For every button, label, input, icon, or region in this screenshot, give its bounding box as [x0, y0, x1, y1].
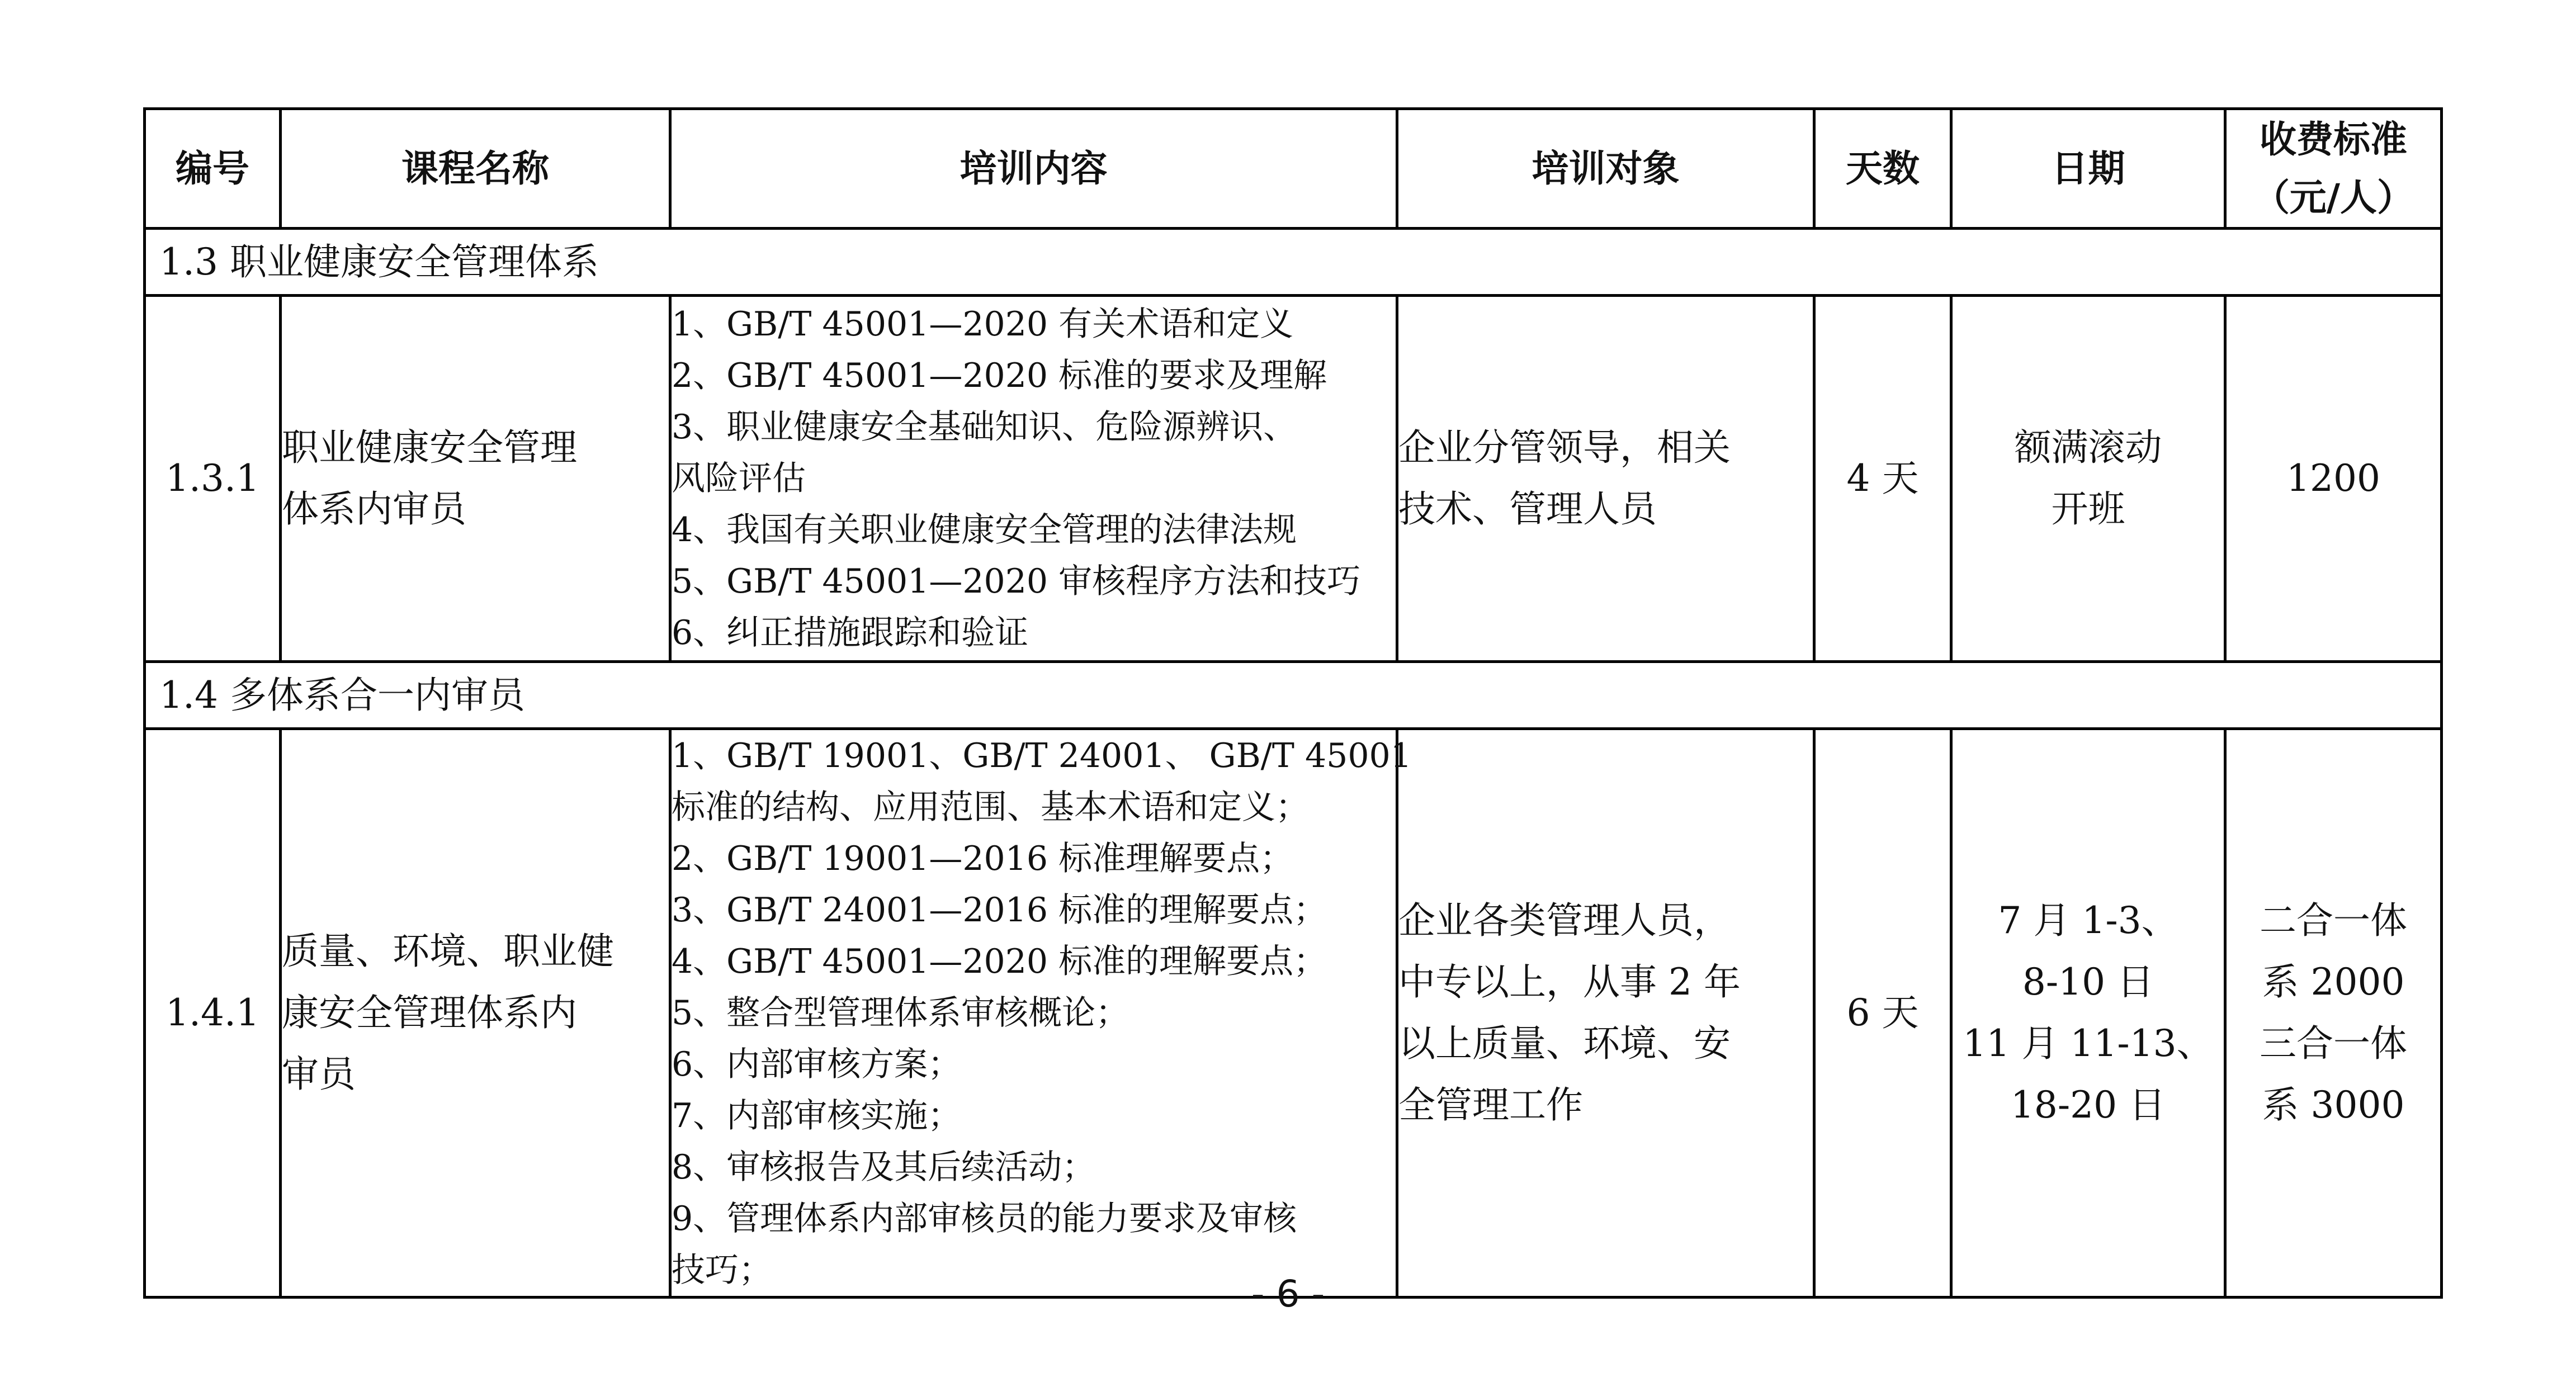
content-line: 6、内部审核方案； — [672, 1045, 962, 1084]
training-fee: 二合一体 系 2000 三合一体 系 3000 — [2225, 729, 2442, 1298]
content-line: 技巧； — [672, 1251, 772, 1290]
training-audience: 企业分管领导，相关 技术、管理人员 — [1397, 296, 1814, 662]
section-title: 1.3 职业健康安全管理体系 — [145, 229, 2442, 296]
header-date: 日期 — [1951, 109, 2225, 229]
content-line: 4、我国有关职业健康安全管理的法律法规 — [672, 510, 1297, 550]
course-id: 1.4.1 — [145, 729, 281, 1298]
section-title: 1.4 多体系合一内审员 — [145, 662, 2442, 729]
course-table — [143, 107, 2443, 1299]
course-name: 职业健康安全管理 体系内审员 — [281, 296, 670, 662]
header-course: 课程名称 — [281, 109, 670, 229]
training-days: 4 天 — [1814, 296, 1951, 662]
section-row — [145, 662, 2442, 729]
content-line: 1、GB/T 19001、GB/T 24001、 GB/T 45001 — [672, 736, 1412, 775]
header-content: 培训内容 — [670, 109, 1397, 229]
header-audience: 培训对象 — [1397, 109, 1814, 229]
course-name: 质量、环境、职业健 康安全管理体系内 审员 — [281, 729, 670, 1298]
training-audience: 企业各类管理人员， 中专以上，从事 2 年 以上质量、环境、安 全管理工作 — [1397, 729, 1814, 1298]
content-line: 1、GB/T 45001—2020 有关术语和定义 — [672, 305, 1294, 344]
header-id: 编号 — [145, 109, 281, 229]
content-line: 风险评估 — [672, 459, 806, 498]
training-date: 额满滚动 开班 — [1951, 296, 2225, 662]
content-line: 2、GB/T 19001—2016 标准理解要点； — [672, 839, 1294, 878]
content-line: 2、GB/T 45001—2020 标准的要求及理解 — [672, 356, 1327, 395]
content-line: 9、管理体系内部审核员的能力要求及审核 — [672, 1199, 1297, 1238]
content-line: 6、纠正措施跟踪和验证 — [672, 613, 1029, 652]
page-number: - 6 - — [1251, 1272, 1325, 1315]
content-line: 8、审核报告及其后续活动； — [672, 1148, 1096, 1187]
content-line: 3、职业健康安全基础知识、危险源辨识、 — [672, 408, 1297, 447]
header-row — [145, 109, 2442, 229]
training-fee: 1200 — [2225, 296, 2442, 662]
training-date: 7 月 1-3、 8-10 日 11 月 11-13、 18-20 日 — [1951, 729, 2225, 1298]
section-row — [145, 229, 2442, 296]
course-id: 1.3.1 — [145, 296, 281, 662]
header-fee: 收费标准 （元/人） — [2225, 109, 2442, 229]
table-row — [145, 729, 2442, 1298]
header-days: 天数 — [1814, 109, 1951, 229]
content-line: 5、整合型管理体系审核概论； — [672, 993, 1129, 1033]
content-line: 4、GB/T 45001—2020 标准的理解要点； — [672, 942, 1327, 981]
table-row — [145, 296, 2442, 662]
content-line: 3、GB/T 24001—2016 标准的理解要点； — [672, 891, 1327, 930]
content-line: 标准的结构、应用范围、基本术语和定义； — [672, 788, 1309, 827]
content-line: 7、内部审核实施； — [672, 1096, 962, 1135]
training-content — [670, 729, 1412, 1298]
training-content — [670, 296, 1397, 662]
content-line: 5、GB/T 45001—2020 审核程序方法和技巧 — [672, 562, 1361, 601]
training-days: 6 天 — [1814, 729, 1951, 1298]
